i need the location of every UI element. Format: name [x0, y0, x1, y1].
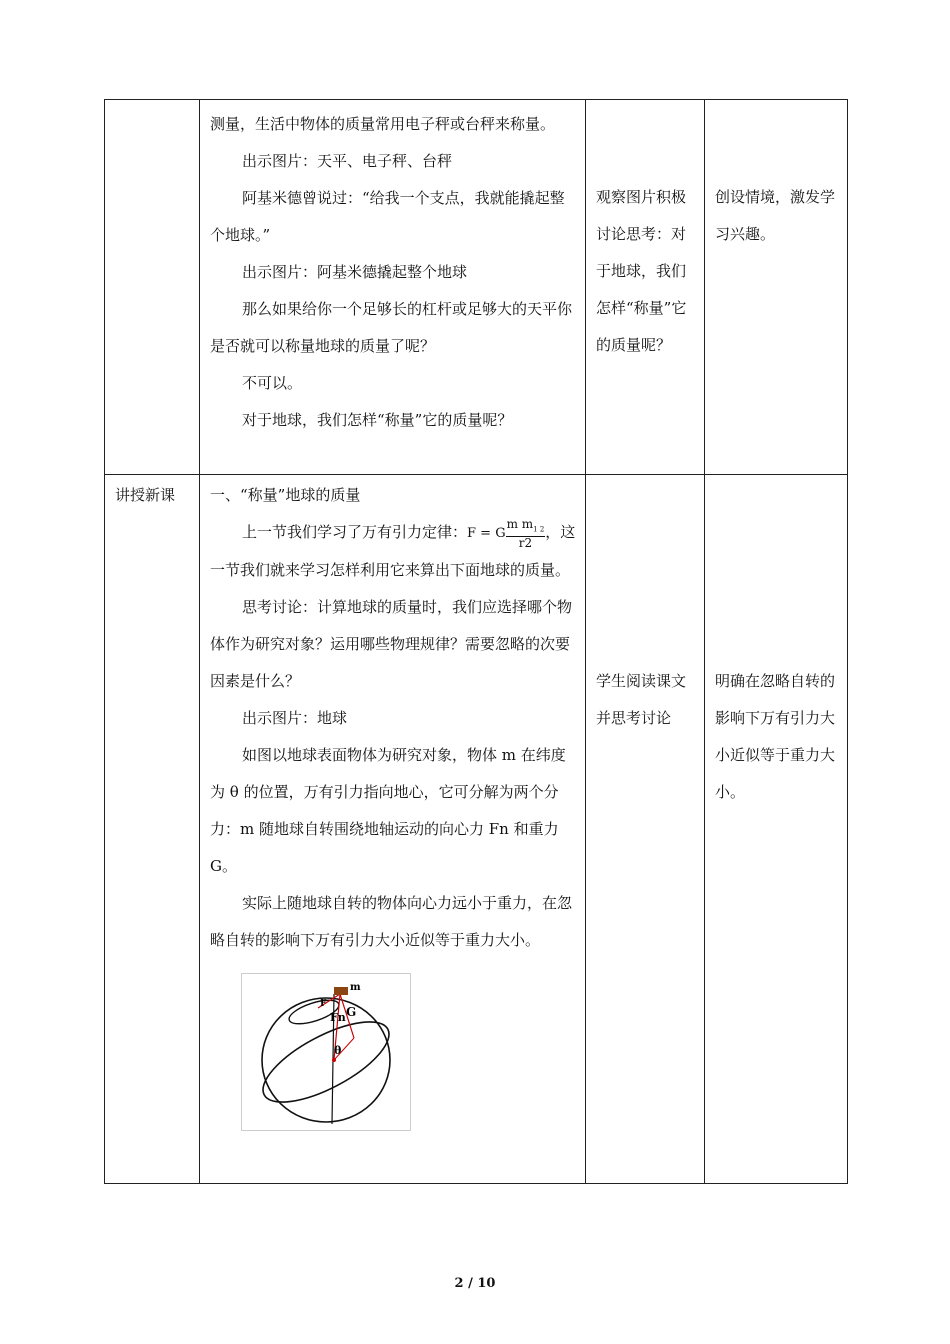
student-activity-text: 学生阅读课文并思考讨论: [596, 672, 687, 727]
mass-label: m: [350, 982, 361, 993]
content-paragraph: 对于地球，我们怎样“称量”它的质量呢？: [242, 411, 513, 429]
content-paragraph: 出示图片：阿基米德撬起整个地球: [242, 263, 468, 281]
design-intent-text: 明确在忽略自转的影响下万有引力大小近似等于重力大小。: [715, 672, 836, 801]
content-paragraph: 如图以地球表面物体为研究对象，物体 m 在纬度为 θ 的位置，万有引力指向地心，它可分解为两个分力：m 随地球自转围绕地轴运动的向心力 Fn 和重力 G。: [210, 746, 566, 875]
latitude-label: θ: [334, 1044, 342, 1057]
table-row: [105, 475, 848, 1184]
content-paragraph: 不可以。: [242, 374, 303, 392]
stage-cell: [105, 475, 200, 1184]
lesson-table: [104, 99, 848, 1184]
section-heading: 一、“称量”地球的质量: [210, 486, 361, 504]
design-intent-cell: [705, 100, 848, 475]
stage-label: 讲授新课: [115, 486, 176, 504]
design-intent-text: 创设情境，激发学习兴趣。: [715, 188, 836, 243]
earth-diagram: [241, 973, 411, 1131]
content-paragraph: 出示图片：地球: [242, 709, 348, 727]
content-paragraph: 测量，生活中物体的质量常用电子秤或台秤来称量。: [210, 115, 556, 133]
centripetal-force-label: Fn: [330, 1011, 346, 1024]
gravity-label: G: [346, 1005, 357, 1019]
page-number: 2 / 10: [454, 1276, 496, 1291]
content-paragraph: 阿基米德曾说过：“给我一个支点，我就能撬起整个地球。”: [210, 189, 565, 244]
table-row: [105, 100, 848, 475]
gravitation-formula: F = G $\frac{m m_{1 2}}{r2}$: [467, 517, 545, 550]
content-cell: [200, 475, 586, 1184]
student-activity-cell: [586, 475, 705, 1184]
student-activity-cell: [586, 100, 705, 475]
force-label: F: [320, 999, 327, 1009]
design-intent-cell: [705, 475, 848, 1184]
student-activity-text: 观察图片积极讨论思考：对于地球，我们怎样“称量”它的质量呢？: [596, 188, 687, 354]
stage-cell: [105, 100, 200, 475]
content-paragraph: 上一节我们学习了万有引力定律：F = G $\frac{m m_{1 2}}{r2}$ ，这一节我们就来学习怎样利用它来算出下面地球的质量。: [210, 517, 576, 579]
content-paragraph: 那么如果给你一个足够长的杠杆或足够大的天平你是否就可以称量地球的质量了呢？: [210, 300, 573, 355]
content-paragraph: 思考讨论：计算地球的质量时，我们应选择哪个物体作为研究对象？运用哪些物理规律？需要忽略的次要因素是什么？: [210, 598, 573, 690]
content-paragraph: 实际上随地球自转的物体向心力远小于重力，在忽略自转的影响下万有引力大小近似等于重力大小。: [210, 894, 573, 949]
content-paragraph: 出示图片：天平、电子秤、台秤: [242, 152, 453, 170]
content-cell: [200, 100, 586, 475]
